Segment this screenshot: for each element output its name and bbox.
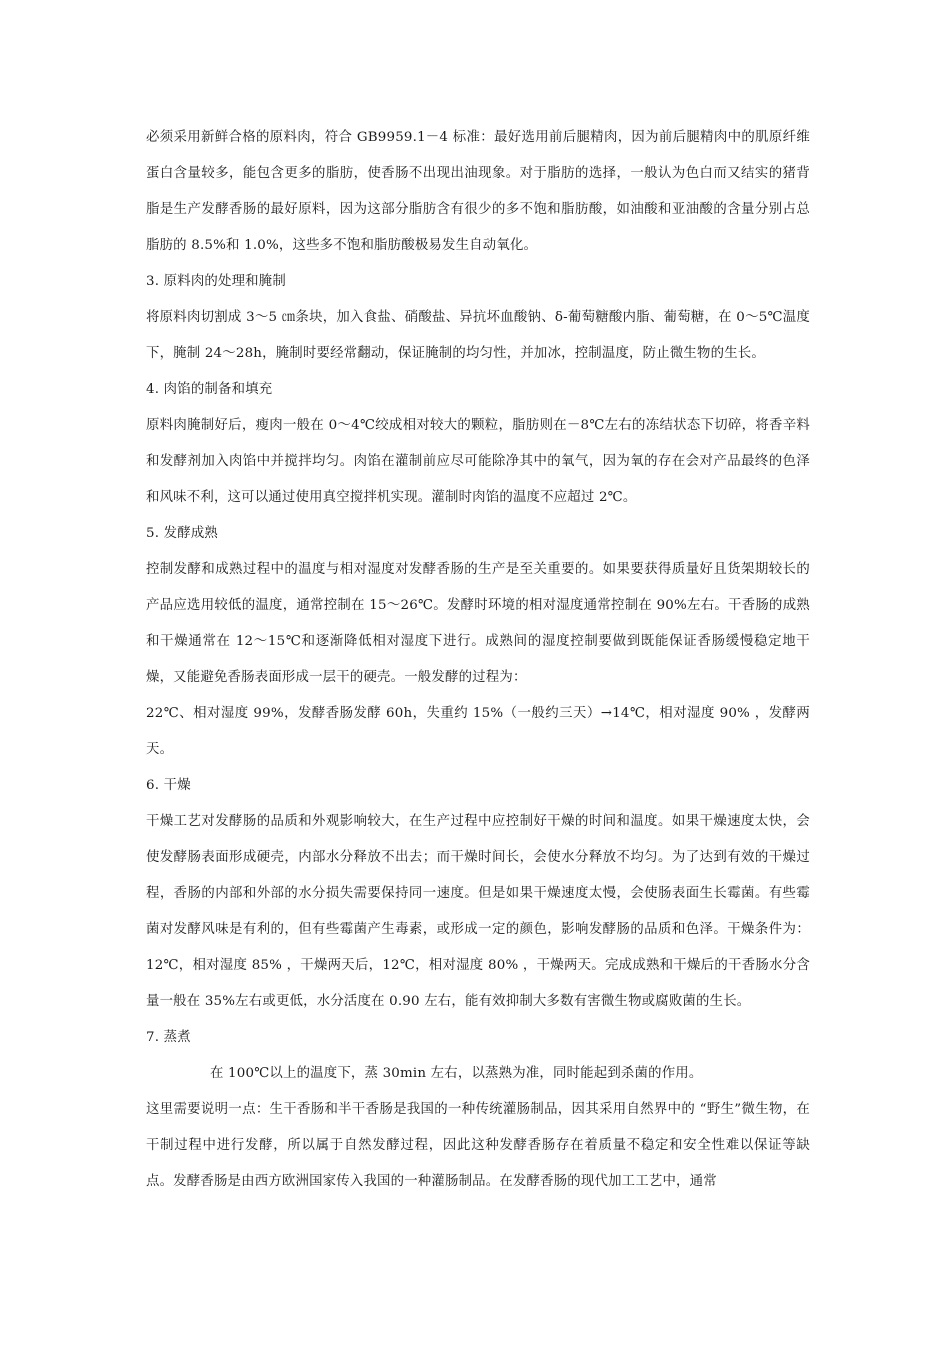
section-heading-3: 3. 原料肉的处理和腌制 xyxy=(146,274,286,289)
paragraph-fermentation: 控制发酵和成熟过程中的温度与相对湿度对发酵香肠的生产是至关重要的。如果要获得质量好且货架期较长的产品应选用较低的温度，通常控制在 15～26℃。发酵时环境的相对湿度通常控制在 90%左右。干香肠的成熟和干燥通常在 12～15℃和逐渐降低相对湿度下进行。成熟间的湿度控制要做到既能保证香肠缓慢稳定地干燥，又能避免香肠表面形成一层干的硬壳。一般发酵的过程为： xyxy=(146,562,810,685)
paragraph-steaming: 在 100℃以上的温度下，蒸 30min 左右，以蒸熟为准，同时能起到杀菌的作用。 xyxy=(210,1066,703,1081)
paragraph-filling: 原料肉腌制好后，瘦肉一般在 0～4℃绞成相对较大的颗粒，脂肪则在－8℃左右的冻结状态下切碎，将香辛料和发酵剂加入肉馅中并搅拌均匀。肉馅在灌制前应尽可能除净其中的氧气，因为氧的存在会对产品最终的色泽和风味不利，这可以通过使用真空搅拌机实现。灌制时肉馅的温度不应超过 2℃。 xyxy=(146,418,810,505)
paragraph-fermentation-process: 22℃、相对湿度 99%，发酵香肠发酵 60h，失重约 15%（一般约三天）→14℃，相对湿度 90% ，发酵两天。 xyxy=(146,706,810,757)
paragraph-note: 这里需要说明一点：生干香肠和半干香肠是我国的一种传统灌肠制品，因其采用自然界中的 “野生”微生物，在干制过程中进行发酵，所以属于自然发酵过程，因此这种发酵香肠存在着质量不稳定和安全性难以保证等缺点。发酵香肠是由西方欧洲国家传入我国的一种灌肠制品。在发酵香肠的现代加工工艺中，通常 xyxy=(146,1102,810,1189)
paragraph-drying: 干燥工艺对发酵肠的品质和外观影响较大，在生产过程中应控制好干燥的时间和温度。如果干燥速度太快，会使发酵肠表面形成硬壳，内部水分释放不出去；而干燥时间长，会使水分释放不均匀。为了达到有效的干燥过程，香肠的内部和外部的水分损失需要保持同一速度。但是如果干燥速度太慢，会使肠表面生长霉菌。有些霉菌对发酵风味是有利的，但有些霉菌产生毒素，或形成一定的颜色，影响发酵肠的品质和色泽。干燥条件为：12℃，相对湿度 85% ，干燥两天后，12℃，相对湿度 80% ，干燥两天。完成成熟和干燥后的干香肠水分含量一般在 35%左右或更低，水分活度在 0.90 左右，能有效抑制大多数有害微生物或腐败菌的生长。 xyxy=(146,814,810,1009)
section-heading-6: 6. 干燥 xyxy=(146,778,191,793)
paragraph-curing: 将原料肉切割成 3～5 ㎝条块，加入食盐、硝酸盐、异抗坏血酸钠、δ-葡萄糖酸内脂、葡萄糖，在 0～5℃温度下，腌制 24～28h，腌制时要经常翻动，保证腌制的均匀性，并加冰，控制温度，防止微生物的生长。 xyxy=(146,310,810,361)
section-heading-4: 4. 肉馅的制备和填充 xyxy=(146,382,273,397)
section-heading-5: 5. 发酵成熟 xyxy=(146,526,218,541)
section-heading-7: 7. 蒸煮 xyxy=(146,1030,191,1045)
paragraph-raw-material: 必须采用新鲜合格的原料肉，符合 GB9959.1－4 标准：最好选用前后腿精肉，因为前后腿精肉中的肌原纤维蛋白含量较多，能包含更多的脂肪，使香肠不出现出油现象。对于脂肪的选择，一般认为色白而又结实的猪背脂是生产发酵香肠的最好原料，因为这部分脂肪含有很少的多不饱和脂肪酸，如油酸和亚油酸的含量分别占总脂肪的 8.5%和 1.0%，这些多不饱和脂肪酸极易发生自动氧化。 xyxy=(146,130,810,253)
document-body xyxy=(146,120,810,1200)
